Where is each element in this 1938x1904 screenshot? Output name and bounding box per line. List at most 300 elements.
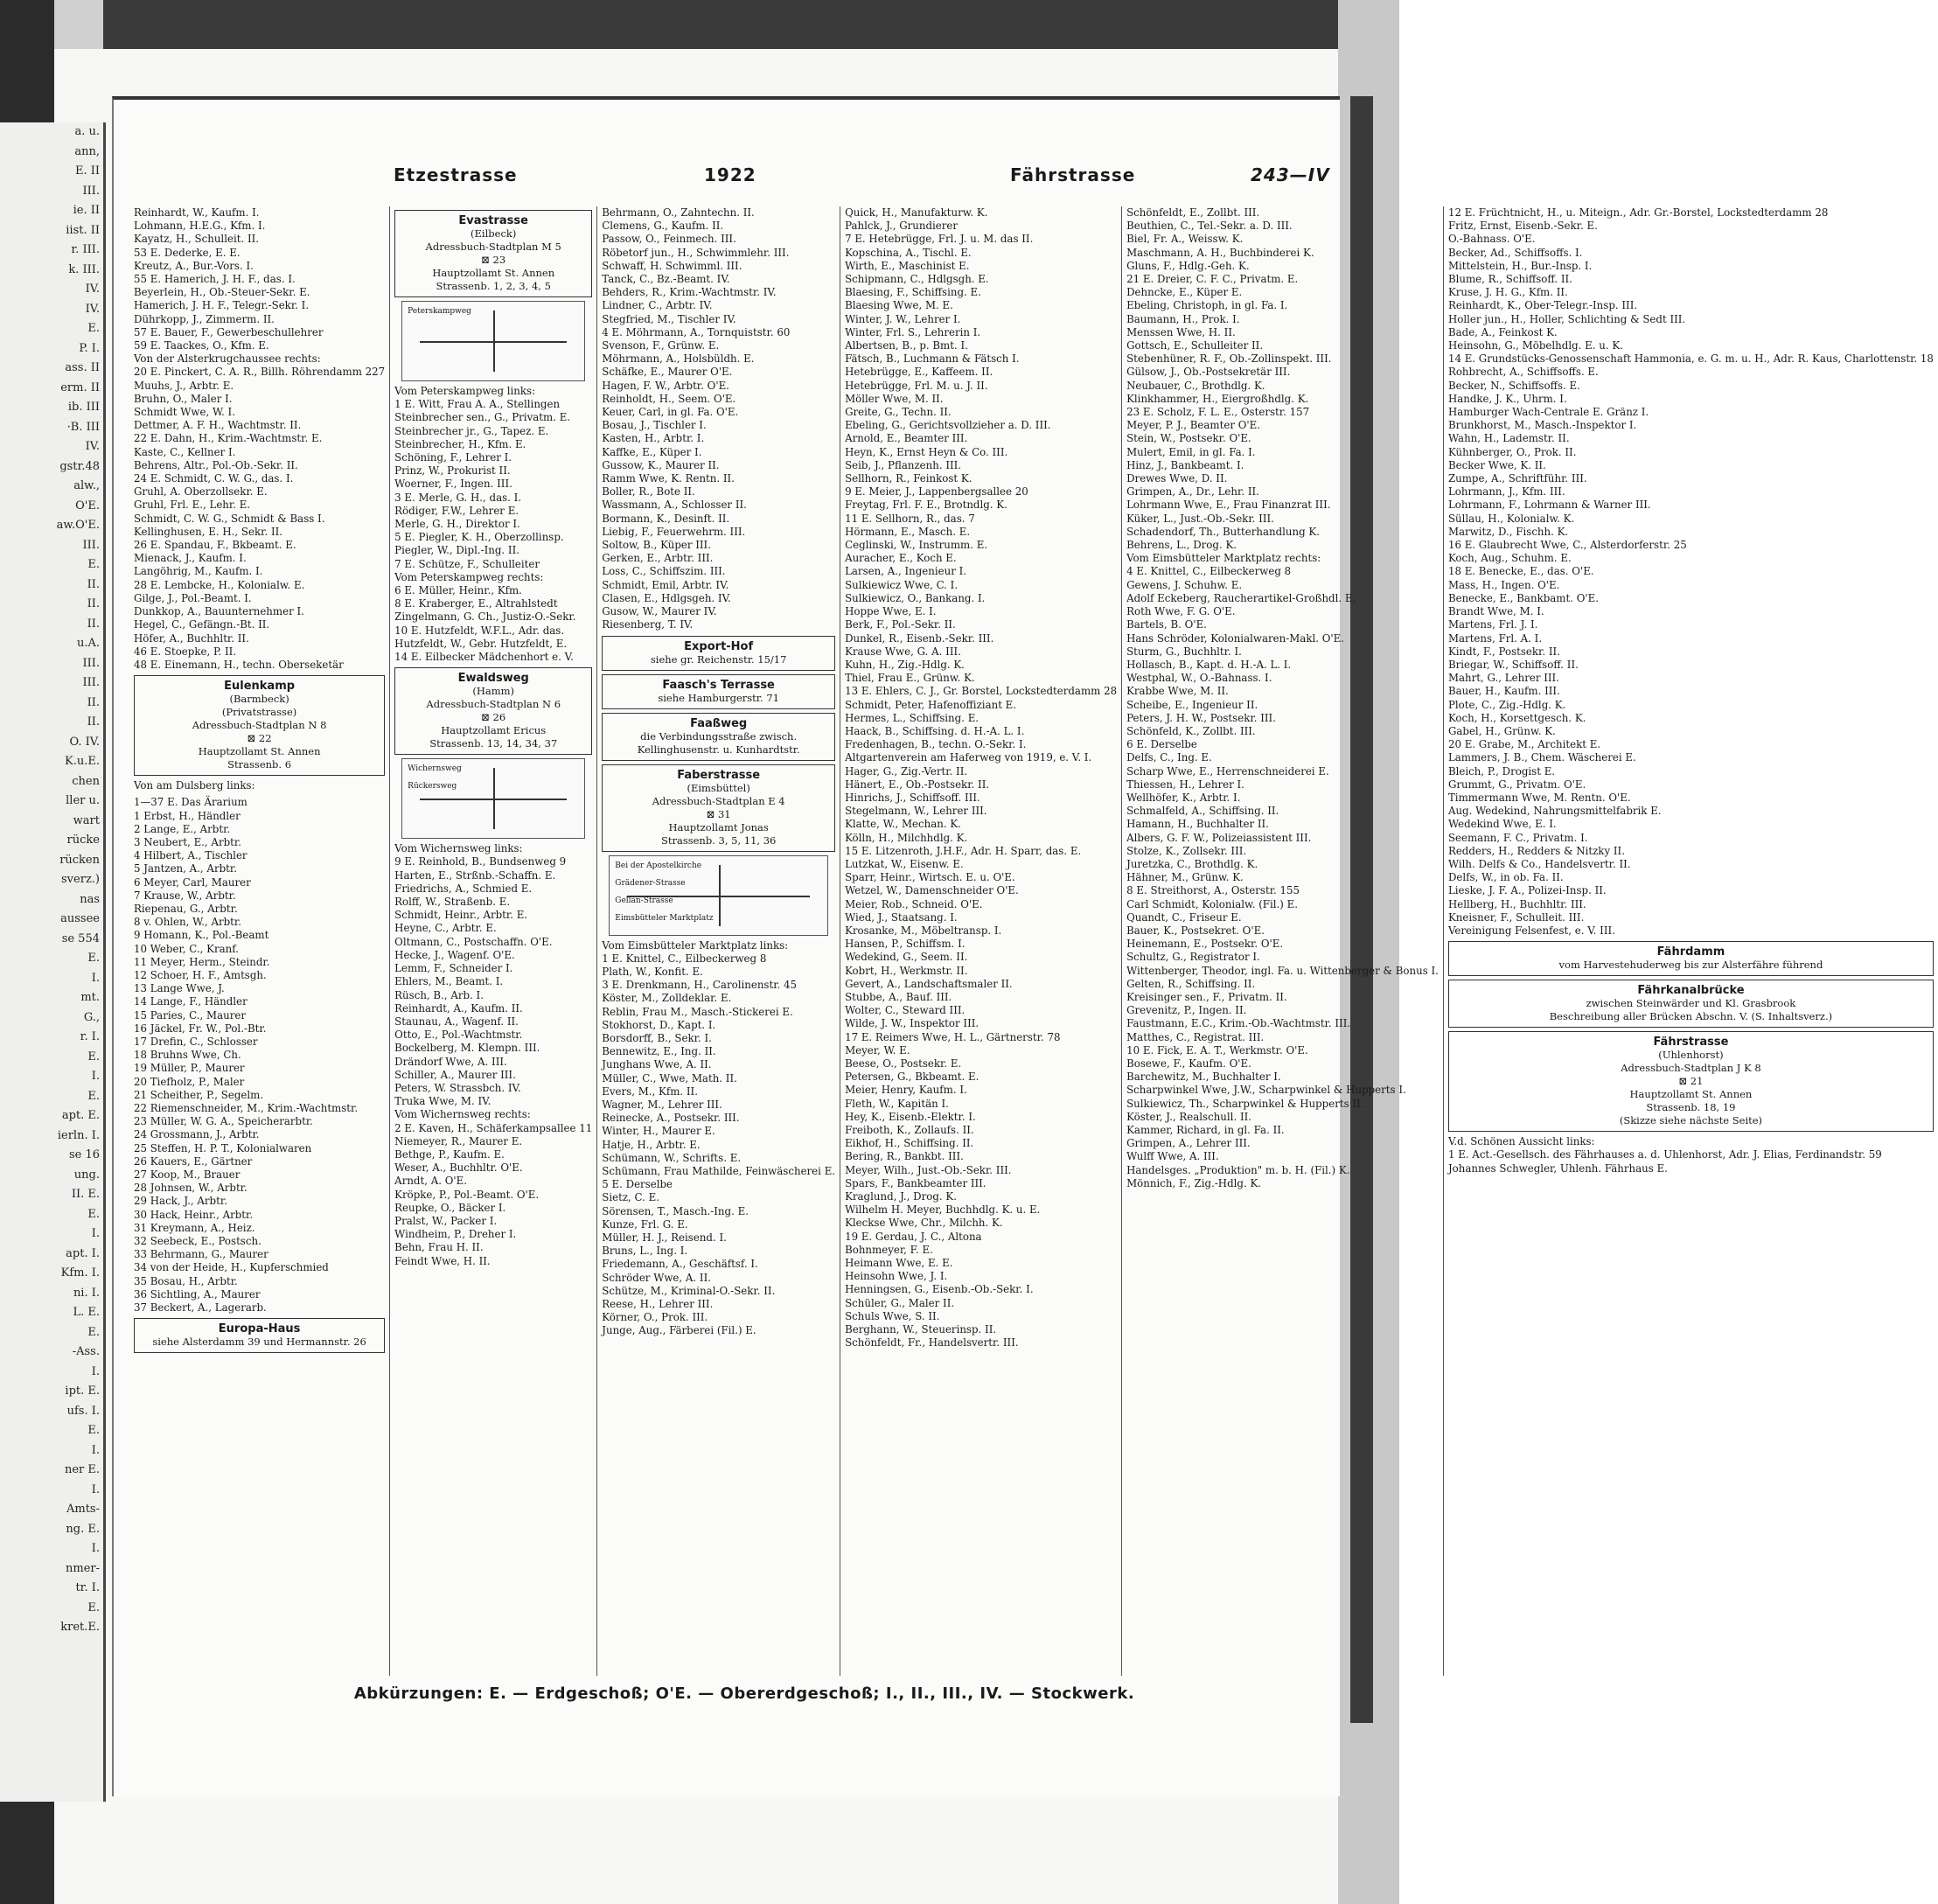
directory-entry: Junge, Aug., Färberei (Fil.) E.	[602, 1324, 756, 1337]
street-box-title: Ewaldsweg	[457, 672, 529, 686]
directory-entry: Bethge, P., Kaufm. E.	[394, 1147, 505, 1161]
directory-entry: Drändorf Wwe, A. III.	[394, 1055, 507, 1068]
directory-entry: Sörensen, T., Masch.-Ing. E.	[602, 1204, 749, 1217]
directory-entry: Heinemann, E., Postsekr. O'E.	[1126, 938, 1284, 951]
street-box-title: Evastrasse	[458, 214, 528, 227]
directory-entry: 59 E. Taackes, O., Kfm. E.	[134, 339, 269, 352]
directory-entry: Lindner, C., Arbtr. IV.	[602, 299, 713, 312]
directory-entry: Arnold, E., Beamter III.	[845, 432, 968, 445]
directory-entry: Beese, O., Postsekr. E.	[845, 1057, 962, 1070]
directory-entry: 4 E. Knittel, C., Eilbeckerweg 8	[1126, 565, 1292, 578]
left-page-line: ller u.	[66, 794, 100, 807]
directory-entry: 1 E. Act.-Gesellsch. des Fährhauses a. d. Uhlenhorst, Adr. J. Elias, Ferdinandstr. 59	[1447, 1148, 1882, 1161]
street-box	[134, 675, 385, 776]
directory-entry: 2 Lange, E., Arbtr.	[134, 822, 231, 835]
directory-entry: Gusow, W., Maurer IV.	[602, 605, 717, 618]
street-box	[1448, 1031, 1934, 1132]
directory-entry: Martens, Frl. A. I.	[1447, 631, 1543, 645]
directory-entry: 23 Müller, W. G. A., Speicherarbtr.	[134, 1115, 313, 1128]
directory-entry: Kneisner, F., Schulleit. III.	[1447, 910, 1585, 924]
abbreviations-footer: Abkürzungen: E. — Erdgeschoß; O'E. — Obererdgeschoß; I., II., III., IV. — Stockwerk.	[353, 1684, 1135, 1703]
directory-entry: Otto, E., Pol.-Wachtmstr.	[394, 1029, 523, 1042]
directory-entry: Behrens, L., Drog. K.	[1126, 539, 1237, 552]
directory-entry: Krabbe Wwe, M. II.	[1126, 685, 1229, 698]
directory-entry: Peters, W. Strassbch. IV.	[394, 1081, 521, 1094]
directory-entry: Delfs, W., in ob. Fa. II.	[1447, 871, 1564, 884]
directory-entry: 32 Seebeck, E., Postsch.	[134, 1235, 261, 1248]
directory-entry: 2 E. Kaven, H., Schäferkampsallee 11	[394, 1121, 593, 1134]
street-box-line: siehe gr. Reichenstr. 15/17	[650, 652, 787, 666]
street-box-title: Eulenkamp	[224, 680, 296, 694]
left-page-line: ni. I.	[73, 1286, 100, 1300]
directory-entry: Schadendorf, Th., Butterhandlung K.	[1126, 525, 1320, 538]
street-box-title: Fährstrasse	[1653, 1036, 1729, 1050]
directory-entry: Westphal, W., O.-Bahnass. I.	[1126, 672, 1272, 685]
directory-entry: Behders, R., Krim.-Wachtmstr. IV.	[602, 286, 777, 299]
street-box-title: Europa-Haus	[218, 1322, 301, 1336]
street-box-line: ⊠ 21	[1678, 1075, 1704, 1088]
directory-entry: Fredenhagen, B., techn. O.-Sekr. I.	[845, 738, 1027, 751]
directory-entry: Hans Schröder, Kolonialwaren-Makl. O'E.	[1126, 631, 1345, 645]
directory-entry: 8 v. Ohlen, W., Arbtr.	[134, 916, 241, 929]
directory-entry: 10 E. Fick, E. A. T., Werkmstr. O'E.	[1126, 1043, 1308, 1057]
directory-entry: 11 Meyer, Herm., Steindr.	[134, 955, 270, 968]
directory-entry: Kellinghusen, E. H., Sekr. II.	[134, 525, 283, 538]
directory-entry: Wetzel, W., Damenschneider O'E.	[845, 884, 1019, 897]
left-page-line: O'E.	[75, 499, 100, 513]
left-page-line: I.	[91, 1364, 100, 1378]
street-box-line: Hauptzollamt Ericus	[441, 724, 547, 737]
directory-entry: Wassmann, A., Schlosser II.	[602, 499, 747, 512]
left-page-line: rücken	[59, 853, 100, 867]
directory-entry: Sparr, Heinr., Wirtsch. E. u. O'E.	[845, 871, 1015, 884]
directory-entry: Steinbrecher, H., Kfm. E.	[394, 437, 526, 450]
directory-entry: Biel, Fr. A., Weissw. K.	[1126, 233, 1244, 246]
directory-entry: 26 Kauers, E., Gärtner	[134, 1154, 253, 1168]
street-box-line: Strassenb. 18, 19	[1646, 1101, 1736, 1114]
directory-entry: Eikhof, H., Schiffsing. II.	[845, 1137, 974, 1150]
directory-entry: Feindt Wwe, H. II.	[394, 1254, 491, 1267]
directory-entry: Schöning, F., Lehrer I.	[394, 451, 512, 464]
street-sketch	[401, 301, 585, 381]
left-page-line: kret.E.	[60, 1621, 100, 1634]
directory-page	[112, 96, 1934, 1796]
directory-entry: 21 Scheither, P., Segelm.	[134, 1088, 264, 1101]
directory-entry: Hager, G., Zig.-Vertr. II.	[845, 764, 968, 778]
street-box-line: (Eimsbüttel)	[687, 781, 750, 794]
directory-entry: Klinkhammer, H., Eiergroßhdlg. K.	[1126, 392, 1309, 405]
directory-column	[129, 206, 389, 1676]
street-box	[1448, 980, 1934, 1028]
street-box	[394, 210, 592, 297]
directory-entry: Beyerlein, H., Ob.-Steuer-Sekr. E.	[134, 286, 310, 299]
directory-entry: Schäfke, E., Maurer O'E.	[602, 366, 733, 379]
directory-entry: Scheibe, E., Ingenieur II.	[1126, 698, 1258, 711]
directory-entry: Gluns, F., Hdlg.-Geh. K.	[1126, 259, 1250, 272]
directory-entry: Berk, F., Pol.-Sekr. II.	[845, 618, 956, 631]
directory-entry: Larsen, A., Ingenieur I.	[845, 565, 967, 578]
directory-entry: Von der Alsterkrugchaussee rechts:	[134, 352, 321, 366]
street-box-title: Fährdamm	[1656, 945, 1725, 959]
directory-entry: Johannes Schwegler, Uhlenh. Fährhaus E.	[1447, 1161, 1668, 1175]
directory-entry: Redders, H., Redders & Nitzky II.	[1447, 844, 1625, 857]
directory-entry: Schönfeld, K., Zollbt. III.	[1126, 724, 1256, 737]
directory-column	[1443, 206, 1938, 1676]
directory-entry: Müller, C., Wwe, Math. II.	[602, 1071, 737, 1085]
left-page-line: III.	[82, 538, 100, 552]
left-page-line: nmer-	[66, 1561, 100, 1575]
directory-entry: Briegar, W., Schiffsoff. II.	[1447, 658, 1579, 671]
directory-entry: Faustmann, E.C., Krim.-Ob.-Wachtmstr. III.	[1126, 1017, 1351, 1030]
directory-entry: 14 Lange, F., Händler	[134, 995, 247, 1008]
directory-entry: 17 E. Reimers Wwe, H. L., Gärtnerstr. 78	[845, 1030, 1061, 1043]
directory-entry: Grimpen, A., Lehrer III.	[1126, 1137, 1251, 1150]
directory-entry: 9 E. Meier, J., Lappenbergsallee 20	[845, 485, 1028, 499]
directory-entry: Reinecke, A., Postsekr. III.	[602, 1112, 740, 1125]
directory-entry: Wulff Wwe, A. III.	[1126, 1150, 1219, 1163]
directory-entry: Seemann, F. C., Privatm. I.	[1447, 831, 1588, 844]
directory-entry: Sulkiewicz Wwe, C. I.	[845, 578, 959, 591]
directory-entry: Hegel, C., Gefängn.-Bt. II.	[134, 618, 270, 631]
left-page-line: II.	[87, 577, 100, 591]
street-box-line: Adressbuch-Stadtplan M 5	[425, 241, 561, 253]
directory-entry: Hollasch, B., Kapt. d. H.-A. L. I.	[1126, 658, 1292, 671]
left-page-line: alw.,	[73, 479, 100, 492]
directory-entry: Thiessen, H., Lehrer I.	[1126, 778, 1244, 791]
directory-entry: Lammers, J. B., Chem. Wäscherei E.	[1447, 751, 1636, 764]
directory-entry: 8 E. Kraberger, E., Altrahlstedt	[394, 597, 558, 610]
directory-entry: 6 Meyer, Carl, Maurer	[134, 875, 251, 889]
directory-entry: Sturm, G., Buchhltr. I.	[1126, 645, 1242, 658]
left-page-line: aw.O'E.	[56, 519, 100, 532]
directory-entry: Meyer, P. J., Beamter O'E.	[1126, 419, 1261, 432]
directory-entry: Stein, W., Postsekr. O'E.	[1126, 432, 1251, 445]
directory-entry: 19 Müller, P., Maurer	[134, 1062, 245, 1075]
street-box-title: Fährkanalbrücke	[1637, 984, 1745, 998]
left-page-line: E.	[87, 1601, 100, 1615]
directory-entry: Tanck, C., Bz.-Beamt. IV.	[602, 273, 730, 286]
directory-entry: Bering, R., Bankbt. III.	[845, 1150, 964, 1163]
directory-entry: Heinsohn, G., Möbelhdlg. E. u. K.	[1447, 339, 1623, 352]
directory-entry: Schütze, M., Kriminal-O.-Sekr. II.	[602, 1284, 776, 1297]
left-page-line: ung.	[73, 1168, 100, 1182]
directory-entry: Bauer, H., Kaufm. III.	[1447, 685, 1560, 698]
directory-entry: Freytag, Frl. F. E., Brotndlg. K.	[845, 499, 1007, 512]
directory-entry: Hamann, H., Buchhalter II.	[1126, 818, 1269, 831]
left-page-line: gstr.48	[59, 459, 100, 473]
directory-entry: Stolze, K., Zollsekr. III.	[1126, 844, 1247, 857]
directory-entry: Truka Wwe, M. IV.	[394, 1095, 491, 1108]
left-page-line: IV.	[85, 440, 100, 453]
directory-entry: Liebig, F., Feuerwehrm. III.	[602, 525, 746, 538]
directory-entry: Koch, H., Korsettgesch. K.	[1447, 711, 1586, 724]
directory-entry: Bade, A., Feinkost K.	[1447, 325, 1558, 338]
directory-entry: Pralst, W., Packer I.	[394, 1214, 498, 1227]
directory-entry: Steinbrecher jr., G., Tapez. E.	[394, 424, 549, 437]
directory-entry: Reinhardt, W., Kaufm. I.	[134, 206, 260, 219]
left-page-line: ierln. I.	[57, 1128, 100, 1142]
directory-entry: Petersen, G., Bkbeamt. E.	[845, 1071, 979, 1084]
directory-entry: Sellhorn, R., Feinkost K.	[845, 472, 972, 485]
directory-entry: Grevenitz, P., Ingen. II.	[1126, 1004, 1247, 1017]
directory-entry: Behrmann, O., Zahntechn. II.	[602, 206, 755, 219]
directory-entry: 22 Riemenschneider, M., Krim.-Wachtmstr.	[134, 1101, 359, 1114]
street-box-line: Hauptzollamt St. Annen	[1629, 1088, 1753, 1101]
street-box-line: ⊠ 31	[706, 807, 731, 820]
street-box-line: ⊠ 23	[481, 254, 506, 266]
left-page-line: ipt. E.	[65, 1384, 100, 1398]
directory-entry: Schüler, G., Maler II.	[845, 1296, 955, 1309]
directory-entry: 30 Hack, Heinr., Arbtr.	[134, 1208, 254, 1221]
left-page-line: mt.	[80, 991, 100, 1004]
sketch-cross-street-line	[420, 799, 567, 800]
directory-entry: Roth Wwe, F. G. O'E.	[1126, 605, 1236, 618]
directory-entry: Ramm Wwe, K. Rentn. II.	[602, 472, 735, 485]
directory-entry: 20 E. Pinckert, C. A. R., Billh. Röhrendamm 227	[134, 366, 386, 379]
header-right-street: Fährstrasse	[1010, 164, 1136, 185]
street-box-line: Strassenb. 1, 2, 3, 4, 5	[436, 280, 551, 292]
directory-entry: Bormann, K., Desinft. II.	[602, 512, 730, 525]
directory-entry: Wilh. Delfs & Co., Handelsvertr. II.	[1447, 857, 1631, 870]
sketch-label: Gellan-Strasse	[615, 896, 673, 905]
directory-entry: Köster, M., Zolldeklar. E.	[602, 992, 732, 1005]
left-page-line: ie. II	[73, 204, 100, 217]
directory-entry: Vom Wichernsweg rechts:	[394, 1108, 531, 1121]
directory-entry: Schmidt, C. W. G., Schmidt & Bass I.	[134, 512, 325, 525]
directory-entry: Kleckse Wwe, Chr., Milchh. K.	[845, 1217, 1003, 1230]
directory-entry: Heyne, C., Arbtr. E.	[394, 922, 497, 935]
directory-entry: Winter, Frl. S., Lehrerin I.	[845, 325, 981, 338]
directory-entry: Koch, Aug., Schuhm. E.	[1447, 552, 1572, 565]
directory-entry: Kindt, F., Postsekr. II.	[1447, 645, 1560, 658]
directory-entry: Schönfeldt, Fr., Handelsvertr. III.	[845, 1336, 1019, 1350]
street-box	[602, 764, 835, 852]
directory-entry: Delfs, C., Ing. E.	[1126, 751, 1212, 764]
directory-entry: Seib, J., Pflanzenh. III.	[845, 458, 962, 471]
directory-entry: Spars, F., Bankbeamter III.	[845, 1176, 986, 1189]
left-page-line: nas	[80, 892, 100, 906]
directory-entry: Gussow, K., Maurer II.	[602, 458, 720, 471]
directory-entry: Albers, G. F. W., Polizeiassistent III.	[1126, 831, 1312, 844]
sketch-cross-street-line	[420, 341, 567, 343]
directory-entry: Riesenberg, T. IV.	[602, 618, 694, 631]
left-page-line: Amts-	[66, 1503, 100, 1516]
directory-entry: Bohnmeyer, F. E.	[845, 1243, 933, 1256]
directory-entry: Winter, H., Maurer E.	[602, 1125, 715, 1138]
directory-entry: Auracher, E., Koch E.	[845, 552, 957, 565]
directory-entry: 1 E. Witt, Frau A. A., Stellingen	[394, 398, 561, 411]
directory-entry: Stokhorst, D., Kapt. I.	[602, 1018, 716, 1031]
directory-entry: Blume, R., Schiffsoff. II.	[1447, 273, 1572, 286]
directory-entry: Möller Wwe, M. II.	[845, 392, 944, 405]
sketch-label: Rückersweg	[408, 782, 457, 792]
directory-entry: Bartels, B. O'E.	[1126, 618, 1207, 631]
directory-entry: Carl Schmidt, Kolonialw. (Fil.) E.	[1126, 897, 1298, 910]
directory-entry: Schmidt, Peter, Hafenoffiziant E.	[845, 698, 1017, 711]
street-box-line: Hauptzollamt Jonas	[668, 820, 769, 833]
directory-entry: Steinbrecher sen., G., Privatm. E.	[394, 411, 571, 424]
directory-entry: Hähner, M., Grünw. K.	[1126, 871, 1244, 884]
left-page-line: rücke	[66, 833, 100, 847]
street-box-title: Faaßweg	[690, 716, 748, 730]
street-box-line: (Barmbeck)	[229, 693, 289, 706]
directory-entry: Wied, J., Staatsang. I.	[845, 910, 958, 924]
directory-entry: 11 E. Sellhorn, R., das. 7	[845, 512, 975, 525]
street-box-line: Strassenb. 6	[227, 758, 292, 771]
directory-entry: Greite, G., Techn. II.	[845, 406, 952, 419]
directory-entry: Bruns, L., Ing. I.	[602, 1245, 688, 1258]
directory-entry: Hinz, J., Bankbeamt. I.	[1126, 458, 1244, 471]
street-box-title: Faberstrasse	[677, 768, 761, 782]
directory-entry: Schümann, Frau Mathilde, Feinwäscherei E.	[602, 1164, 836, 1177]
directory-entry: Behrens, Altr., Pol.-Ob.-Sekr. II.	[134, 458, 298, 471]
directory-entry: Meyer, Wilh., Just.-Ob.-Sekr. III.	[845, 1163, 1012, 1176]
directory-entry: Hinrichs, J., Schiffsoff. III.	[845, 791, 980, 804]
directory-entry: Menssen Wwe, H. II.	[1126, 325, 1236, 338]
directory-entry: Riepenau, G., Arbtr.	[134, 902, 238, 915]
directory-entry: Dettmer, A. F. H., Wachtmstr. II.	[134, 419, 302, 432]
directory-entry: 12 Schoer, H. F., Amtsgh.	[134, 968, 267, 981]
directory-entry: 24 E. Schmidt, C. W. G., das. I.	[134, 472, 294, 485]
directory-entry: Schuls Wwe, S. II.	[845, 1309, 940, 1322]
sketch-label: Grädener-Strasse	[615, 878, 686, 888]
directory-entry: Wagner, M., Lehrer III.	[602, 1098, 722, 1111]
directory-entry: Benecke, E., Bankbamt. O'E.	[1447, 591, 1600, 604]
directory-column	[389, 206, 596, 1676]
directory-column	[596, 206, 840, 1676]
directory-entry: Hatje, H., Arbtr. E.	[602, 1138, 701, 1151]
directory-entry: Windheim, P., Dreher I.	[394, 1228, 517, 1241]
left-page-line: chen	[72, 774, 100, 788]
street-box-line: Adressbuch-Stadtplan N 6	[426, 698, 561, 711]
directory-entry: 3 E. Merle, G. H., das. I.	[394, 491, 522, 504]
directory-entry: 1 Erbst, H., Händler	[134, 809, 241, 822]
directory-entry: Stegelmann, W., Lehrer III.	[845, 805, 987, 818]
directory-entry: Kaffke, E., Küper I.	[602, 445, 702, 458]
directory-entry: 16 Jäckel, Fr. W., Pol.-Btr.	[134, 1022, 267, 1035]
left-page-fragment	[0, 122, 106, 1802]
left-page-line: k. III.	[68, 262, 100, 276]
directory-entry: Clasen, E., Hdlgsgeh. IV.	[602, 591, 731, 604]
directory-entry: 35 Bosau, H., Arbtr.	[134, 1274, 238, 1287]
directory-entry: Baumann, H., Prok. I.	[1126, 312, 1240, 325]
directory-entry: 8 E. Streithorst, A., Osterstr. 155	[1126, 884, 1300, 897]
directory-entry: Behn, Frau H. II.	[394, 1241, 484, 1254]
directory-entry: 18 E. Benecke, E., das. O'E.	[1447, 565, 1594, 578]
directory-entry: Hörmann, E., Masch. E.	[845, 525, 971, 538]
directory-entry: Sietz, C. E.	[602, 1191, 660, 1204]
street-box-line: Strassenb. 3, 5, 11, 36	[660, 833, 777, 847]
directory-entry: Fleth, W., Kapitän I.	[845, 1097, 949, 1110]
directory-entry: Schmidt Wwe, W. I.	[134, 406, 235, 419]
directory-entry: Kreutz, A., Bur.-Vors. I.	[134, 259, 254, 272]
directory-entry: Timmermann Wwe, M. Rentn. O'E.	[1447, 791, 1631, 804]
directory-entry: Küker, L., Just.-Ob.-Sekr. III.	[1126, 512, 1274, 525]
directory-entry: 7 Krause, W., Arbtr.	[134, 889, 236, 902]
scan-top-border	[0, 0, 1399, 49]
directory-entry: Wedekind Wwe, E. I.	[1447, 818, 1557, 831]
directory-entry: 13 Lange Wwe, J.	[134, 982, 225, 995]
directory-entry: Wellhöfer, K., Arbtr. I.	[1126, 791, 1241, 804]
directory-entry: Friedrichs, A., Schmied E.	[394, 882, 533, 895]
directory-entry: Mönnich, F., Zig.-Hdlg. K.	[1126, 1176, 1262, 1189]
directory-entry: Schmidt, Heinr., Arbtr. E.	[394, 909, 528, 922]
directory-entry: 15 Paries, C., Maurer	[134, 1008, 246, 1022]
street-box	[394, 667, 592, 755]
directory-entry: Mienack, J., Kaufm. I.	[134, 552, 247, 565]
directory-entry: Ebeling, G., Gerichtsvollzieher a. D. III.	[845, 419, 1051, 432]
directory-entry: Dunkkop, A., Bauunternehmer I.	[134, 605, 304, 618]
directory-entry: Plote, C., Zig.-Hdlg. K.	[1447, 698, 1566, 711]
left-page-line: I.	[91, 1227, 100, 1240]
directory-entry: 16 E. Glaubrecht Wwe, C., Alsterdorferstr. 25	[1447, 539, 1687, 552]
directory-entry: 19 E. Gerdau, J. C., Altona	[845, 1230, 982, 1243]
directory-entry: 13 E. Ehlers, C. J., Gr. Borstel, Lockstedterdamm 28	[845, 685, 1118, 698]
directory-entry: Lieske, J. F. A., Polizei-Insp. II.	[1447, 884, 1607, 897]
directory-entry: Hagen, F. W., Arbtr. O'E.	[602, 379, 729, 392]
directory-entry: Martens, Frl. J. I.	[1447, 618, 1538, 631]
directory-entry: Boller, R., Bote II.	[602, 485, 695, 499]
directory-entry: V.d. Schönen Aussicht links:	[1447, 1135, 1595, 1148]
left-page-line: aussee	[60, 912, 100, 925]
left-page-line: E.	[87, 1424, 100, 1437]
directory-entry: 28 E. Lembcke, H., Kolonialw. E.	[134, 578, 305, 591]
directory-entry: Reese, H., Lehrer III.	[602, 1297, 714, 1310]
directory-entry: Hermes, L., Schiffsing. E.	[845, 711, 979, 724]
directory-entry: Lemm, F., Schneider I.	[394, 962, 513, 975]
street-box-line: Adressbuch-Stadtplan N 8	[192, 719, 327, 732]
directory-entry: Bosewe, F., Kaufm. O'E.	[1126, 1057, 1251, 1070]
street-box-line: Beschreibung aller Brücken Abschn. V. (S. Inhaltsverz.)	[1549, 1010, 1833, 1023]
left-page-line: ann,	[74, 144, 100, 158]
directory-entry: Krause Wwe, G. A. III.	[845, 645, 961, 658]
directory-entry: Kraglund, J., Drog. K.	[845, 1190, 957, 1203]
directory-entry: Handelsges. „Produktion" m. b. H. (Fil.) K.	[1126, 1163, 1350, 1176]
directory-entry: Hetebrügge, E., Kaffeem. II.	[845, 366, 993, 379]
left-page-line: IV.	[85, 282, 100, 296]
directory-entry: Beuthien, C., Tel.-Sekr. a. D. III.	[1126, 220, 1293, 233]
directory-entry: Brandt Wwe, M. I.	[1447, 605, 1544, 618]
directory-entry: Rohbrecht, A., Schiffsoffs. E.	[1447, 366, 1599, 379]
directory-entry: 15 E. Litzenroth, J.H.F., Adr. H. Sparr, das. E.	[845, 844, 1082, 857]
directory-entry: Evers, M., Kfm. II.	[602, 1085, 698, 1098]
directory-entry: Vom Eimsbütteler Marktplatz rechts:	[1126, 552, 1321, 565]
directory-entry: Schultz, G., Registrator I.	[1126, 951, 1260, 964]
street-box-line: ⊠ 26	[481, 711, 506, 724]
left-page-line: r. I.	[80, 1030, 100, 1043]
directory-entry: Kreisinger sen., F., Privatm. II.	[1126, 990, 1287, 1003]
directory-entry: Matthes, C., Registrat. III.	[1126, 1030, 1265, 1043]
directory-entry: Aug. Wedekind, Nahrungsmittelfabrik E.	[1447, 805, 1662, 818]
directory-entry: Meier, Henry, Kaufm. I.	[845, 1084, 967, 1097]
directory-entry: 31 Kreymann, A., Heiz.	[134, 1221, 255, 1234]
directory-entry: Wilde, J. W., Inspektor III.	[845, 1017, 979, 1030]
left-page-line: ass. II	[65, 361, 100, 374]
header-year: 1922	[704, 164, 756, 185]
directory-entry: Hecke, J., Wagenf. O'E.	[394, 948, 515, 961]
directory-entry: Hamburger Wach-Centrale E. Gränz I.	[1447, 406, 1649, 419]
directory-entry: Winter, J. W., Lehrer I.	[845, 312, 961, 325]
directory-entry: 27 Koop, M., Brauer	[134, 1168, 241, 1181]
left-page-line: P. I.	[79, 341, 100, 355]
left-page-line: ner E.	[64, 1463, 100, 1476]
street-box-line: Strassenb. 13, 14, 34, 37	[429, 737, 558, 750]
directory-entry: Körner, O., Prok. III.	[602, 1311, 708, 1324]
left-page-line: II. E.	[71, 1188, 100, 1201]
street-box-title: Faasch's Terrasse	[662, 678, 775, 692]
directory-entry: Dehncke, E., Küper E.	[1126, 286, 1243, 299]
left-page-line: I.	[91, 1542, 100, 1555]
